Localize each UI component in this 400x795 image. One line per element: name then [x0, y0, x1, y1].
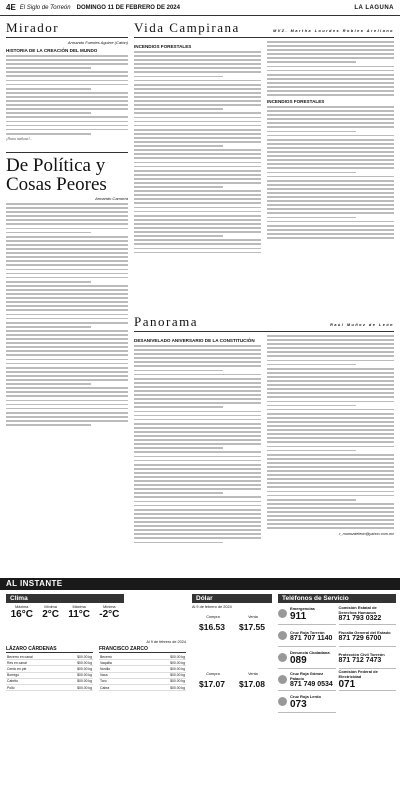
- table-row: Toro $00.00 kg: [100, 679, 185, 684]
- vida-subhead-1: INCENDIOS FORESTALES: [134, 44, 192, 49]
- mirador-body: [6, 55, 128, 135]
- dolar-compra-2: $17.07: [199, 679, 225, 689]
- markets-box: [6, 640, 186, 790]
- phone-entry: Emergencias 911: [278, 603, 336, 625]
- phone-entry: Cruz Roja Lerdo 073: [278, 691, 336, 713]
- phone-entry: Denuncia Ciudadana 089: [278, 647, 336, 669]
- vida-body-2: [267, 41, 394, 96]
- table-row: Borrego $00.00 kg: [7, 673, 92, 678]
- clima-label-min-1: Mínima: [44, 605, 57, 609]
- table-row: Res en canal $00.00 kg: [7, 660, 92, 665]
- vida-body-1: [134, 51, 261, 253]
- table-row: Novillo $00.00 kg: [100, 666, 185, 671]
- page-number: 4E: [6, 3, 16, 12]
- phone-entry: Fiscalía General del Estado 871 729 6700: [339, 625, 397, 647]
- panorama: [134, 314, 394, 572]
- table-row: Cerdo en pie $00.00 kg: [7, 666, 92, 671]
- phone-entry: Comisión Estatal de Derechos Humanos 871 793 0322: [339, 603, 397, 625]
- table-row: Vaquilla $00.00 kg: [100, 660, 185, 665]
- clima-temp-min-1: 2°C: [42, 609, 59, 620]
- dolar-compra-1: $16.53: [199, 622, 225, 632]
- mirador-subhead: HISTORIA DE LA CREACIÓN DEL MUNDO: [6, 48, 98, 53]
- mirador-title: Mirador: [6, 20, 128, 38]
- vida-title: Vida Campirana: [134, 20, 240, 35]
- issue-date: DOMINGO 11 DE FEBRERO DE 2024: [76, 4, 180, 11]
- mirador-column: [6, 20, 128, 148]
- politica-column: [6, 152, 128, 412]
- table-row: Becerro en canal $00.00 kg: [7, 654, 92, 659]
- dolar-date: Al 9 de febrero de 2024: [192, 605, 232, 609]
- dolar-compra-label: Compra: [206, 615, 220, 619]
- phone-icon: [278, 675, 287, 684]
- panorama-subhead: DESANIVELADO ANIVERSARIO DE LA CONSTITUCIÓN: [134, 338, 255, 343]
- table-row: Becerro $00.00 kg: [100, 654, 185, 659]
- dolar-box: [192, 594, 272, 790]
- clima-temp-max-2: 11°C: [68, 609, 91, 620]
- dolar-title: Dólar: [192, 594, 272, 603]
- market-left-table: [6, 654, 93, 691]
- phone-icon: [278, 697, 287, 706]
- panorama-byline: Raúl Muñoz de León: [330, 323, 394, 327]
- market-right-title: FRANCISCO ZARCO: [99, 646, 186, 653]
- vida-campirana: [134, 20, 394, 260]
- panorama-signature: r_munozdeleon@yahoo.com.mx: [339, 531, 394, 536]
- section-name: LA LAGUNA: [354, 4, 394, 11]
- politica-body: [6, 203, 128, 426]
- panorama-title: Panorama: [134, 314, 198, 329]
- table-row: Cabrito $00.00 kg: [7, 679, 92, 684]
- table-row: Pollo $00.00 kg: [7, 685, 92, 690]
- paper-name: El Siglo de Torreón: [19, 4, 71, 11]
- clima-label-min-2: Mínima: [103, 605, 116, 609]
- al-instante-bar: AL INSTANTE: [0, 578, 400, 590]
- phone-entry: Protección Civil Torreón 871 712 7473: [339, 647, 397, 669]
- dolar-compra-label-2: Compra: [206, 672, 220, 676]
- dolar-venta-1: $17.55: [239, 622, 265, 632]
- phone-entry: Cruz Roja Gómez Palacio 871 749 0534: [278, 669, 336, 691]
- page-header: [0, 0, 400, 16]
- clima-label-max-1: Máxima: [15, 605, 29, 609]
- phone-entry: Comisión Federal de Electricidad 071: [339, 669, 397, 691]
- mirador-byline: Armando Fuentes Aguirre (Catón): [67, 40, 128, 45]
- table-row: Cabra $00.00 kg: [100, 685, 185, 690]
- clima-temp-max-1: 16°C: [10, 609, 33, 620]
- dolar-venta-label: Venta: [248, 615, 258, 619]
- clima-title: Clima: [6, 594, 124, 603]
- panorama-body-2: [267, 335, 394, 529]
- clima-label-max-2: Máxima: [72, 605, 86, 609]
- clima-temp-min-2: -2°C: [99, 609, 120, 620]
- panorama-body-1: [134, 345, 261, 543]
- telefonos-box: [278, 594, 396, 790]
- dolar-venta-label-2: Venta: [248, 672, 258, 676]
- vida-subhead-2: INCENDIOS FORESTALES: [267, 99, 325, 105]
- markets-date: Al 9 de febrero de 2024: [146, 640, 186, 644]
- phone-icon: [278, 631, 287, 640]
- market-right-table: [99, 654, 186, 691]
- politica-byline: Armando Camorra: [95, 196, 128, 201]
- phone-icon: [278, 609, 287, 618]
- mirador-closing: ¡Hasta mañana!...: [6, 136, 33, 141]
- vida-byline: MVZ. Martha Lourdes Robles Arellano: [273, 29, 394, 33]
- politica-headline-2: Cosas Peores: [6, 174, 107, 195]
- dolar-venta-2: $17.08: [239, 679, 265, 689]
- vida-body-3: [267, 106, 394, 239]
- table-row: Vaca $00.00 kg: [100, 673, 185, 678]
- telefonos-title: Teléfonos de Servicio: [278, 594, 396, 603]
- clima-box: [6, 594, 124, 634]
- phone-entry: Cruz Roja Torreón 871 707 1140: [278, 625, 336, 647]
- market-left-title: LÁZARO CÁRDENAS: [6, 646, 93, 653]
- politica-headline-1: De Política y: [6, 155, 106, 176]
- phone-icon: [278, 653, 287, 662]
